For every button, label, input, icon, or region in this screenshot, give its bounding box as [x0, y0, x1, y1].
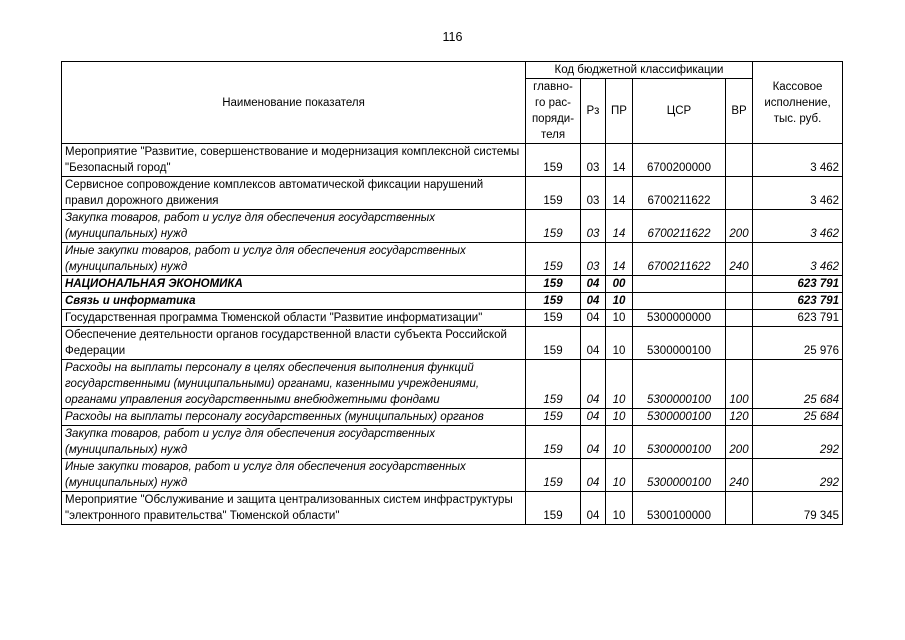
cell-glavn: 159 [526, 492, 581, 525]
cell-glavn: 159 [526, 276, 581, 293]
cell-pr: 10 [606, 426, 633, 459]
cell-rz: 04 [581, 360, 606, 409]
cell-name: Иные закупки товаров, работ и услуг для обеспечения государственных (муниципальных) нужд [62, 243, 526, 276]
table-body [62, 144, 843, 525]
budget-table [61, 61, 843, 525]
cell-pr: 10 [606, 293, 633, 310]
header-name: Наименование показателя [62, 62, 526, 144]
cell-pr: 10 [606, 310, 633, 327]
cell-vr: 200 [726, 426, 753, 459]
cell-pr: 10 [606, 409, 633, 426]
cell-amount: 25 976 [753, 327, 843, 360]
cell-csr: 5300000100 [633, 360, 726, 409]
cell-rz: 04 [581, 327, 606, 360]
cell-pr: 10 [606, 327, 633, 360]
cell-name: Расходы на выплаты персоналу государственных (муниципальных) органов [62, 409, 526, 426]
cell-amount: 623 791 [753, 310, 843, 327]
cell-vr [726, 327, 753, 360]
cell-glavn: 159 [526, 327, 581, 360]
cell-rz: 04 [581, 310, 606, 327]
cell-vr [726, 293, 753, 310]
cell-name: Иные закупки товаров, работ и услуг для обеспечения государственных (муниципальных) нужд [62, 459, 526, 492]
cell-glavn: 159 [526, 310, 581, 327]
cell-name: Связь и информатика [62, 293, 526, 310]
cell-glavn: 159 [526, 426, 581, 459]
header-amount: Кассовое исполнение, тыс. руб. [753, 62, 843, 144]
table-row [62, 327, 843, 360]
cell-glavn: 159 [526, 409, 581, 426]
cell-vr: 240 [726, 243, 753, 276]
cell-pr: 10 [606, 360, 633, 409]
table-row [62, 426, 843, 459]
cell-name: Государственная программа Тюменской области "Развитие информатизации" [62, 310, 526, 327]
cell-pr: 14 [606, 243, 633, 276]
cell-name: Мероприятие "Обслуживание и защита централизованных систем инфраструктуры "электронного правительства" Тюменской области" [62, 492, 526, 525]
cell-amount: 25 684 [753, 409, 843, 426]
cell-vr: 100 [726, 360, 753, 409]
cell-amount: 3 462 [753, 177, 843, 210]
page-number: 116 [442, 30, 463, 44]
cell-amount: 292 [753, 459, 843, 492]
cell-vr [726, 144, 753, 177]
header-csr: ЦСР [633, 79, 726, 144]
cell-name: Расходы на выплаты персоналу в целях обеспечения выполнения функций государственными (муниципальными) органами, казенными учреждениями, органами управления государственными внебюджетными фондами [62, 360, 526, 409]
cell-pr: 14 [606, 144, 633, 177]
cell-csr: 5300100000 [633, 492, 726, 525]
cell-csr: 6700200000 [633, 144, 726, 177]
table-row [62, 310, 843, 327]
cell-csr [633, 276, 726, 293]
cell-vr [726, 310, 753, 327]
cell-amount: 623 791 [753, 293, 843, 310]
header-pr: ПР [606, 79, 633, 144]
cell-vr: 120 [726, 409, 753, 426]
cell-vr: 200 [726, 210, 753, 243]
cell-rz: 04 [581, 293, 606, 310]
cell-vr [726, 177, 753, 210]
cell-name: Закупка товаров, работ и услуг для обеспечения государственных (муниципальных) нужд [62, 210, 526, 243]
table-row [62, 459, 843, 492]
cell-csr: 5300000100 [633, 459, 726, 492]
cell-csr: 5300000000 [633, 310, 726, 327]
cell-pr: 14 [606, 177, 633, 210]
cell-vr [726, 276, 753, 293]
table-row [62, 177, 843, 210]
header-rz: Рз [581, 79, 606, 144]
table-row [62, 293, 843, 310]
cell-amount: 3 462 [753, 210, 843, 243]
cell-name: Мероприятие "Развитие, совершенствование и модернизация комплексной системы "Безопасный город" [62, 144, 526, 177]
cell-name: Закупка товаров, работ и услуг для обеспечения государственных (муниципальных) нужд [62, 426, 526, 459]
cell-rz: 03 [581, 177, 606, 210]
header-code-group: Код бюджетной классификации [526, 62, 753, 79]
cell-csr: 6700211622 [633, 177, 726, 210]
cell-amount: 79 345 [753, 492, 843, 525]
cell-amount: 25 684 [753, 360, 843, 409]
table-row [62, 144, 843, 177]
cell-glavn: 159 [526, 360, 581, 409]
cell-amount: 3 462 [753, 243, 843, 276]
cell-rz: 03 [581, 144, 606, 177]
table-row [62, 243, 843, 276]
cell-pr: 10 [606, 492, 633, 525]
cell-vr: 240 [726, 459, 753, 492]
cell-rz: 03 [581, 210, 606, 243]
table-row [62, 409, 843, 426]
cell-amount: 292 [753, 426, 843, 459]
cell-glavn: 159 [526, 177, 581, 210]
cell-csr: 6700211622 [633, 210, 726, 243]
cell-pr: 14 [606, 210, 633, 243]
cell-glavn: 159 [526, 210, 581, 243]
cell-pr: 00 [606, 276, 633, 293]
table-row [62, 492, 843, 525]
table-row [62, 210, 843, 243]
cell-vr [726, 492, 753, 525]
cell-rz: 04 [581, 276, 606, 293]
cell-csr [633, 293, 726, 310]
cell-rz: 03 [581, 243, 606, 276]
cell-rz: 04 [581, 409, 606, 426]
header-vr: ВР [726, 79, 753, 144]
cell-rz: 04 [581, 426, 606, 459]
cell-csr: 5300000100 [633, 327, 726, 360]
cell-glavn: 159 [526, 293, 581, 310]
header-glavn: главно- го рас- поряди- теля [526, 79, 581, 144]
table-header [62, 62, 843, 144]
cell-rz: 04 [581, 492, 606, 525]
cell-glavn: 159 [526, 144, 581, 177]
table-row [62, 360, 843, 409]
cell-glavn: 159 [526, 459, 581, 492]
cell-amount: 623 791 [753, 276, 843, 293]
cell-csr: 6700211622 [633, 243, 726, 276]
cell-pr: 10 [606, 459, 633, 492]
cell-name: НАЦИОНАЛЬНАЯ ЭКОНОМИКА [62, 276, 526, 293]
cell-amount: 3 462 [753, 144, 843, 177]
cell-rz: 04 [581, 459, 606, 492]
cell-name: Сервисное сопровождение комплексов автоматической фиксации нарушений правил дорожного движения [62, 177, 526, 210]
cell-csr: 5300000100 [633, 426, 726, 459]
cell-name: Обеспечение деятельности органов государственной власти субъекта Российской Федерации [62, 327, 526, 360]
cell-glavn: 159 [526, 243, 581, 276]
cell-csr: 5300000100 [633, 409, 726, 426]
table-row [62, 276, 843, 293]
